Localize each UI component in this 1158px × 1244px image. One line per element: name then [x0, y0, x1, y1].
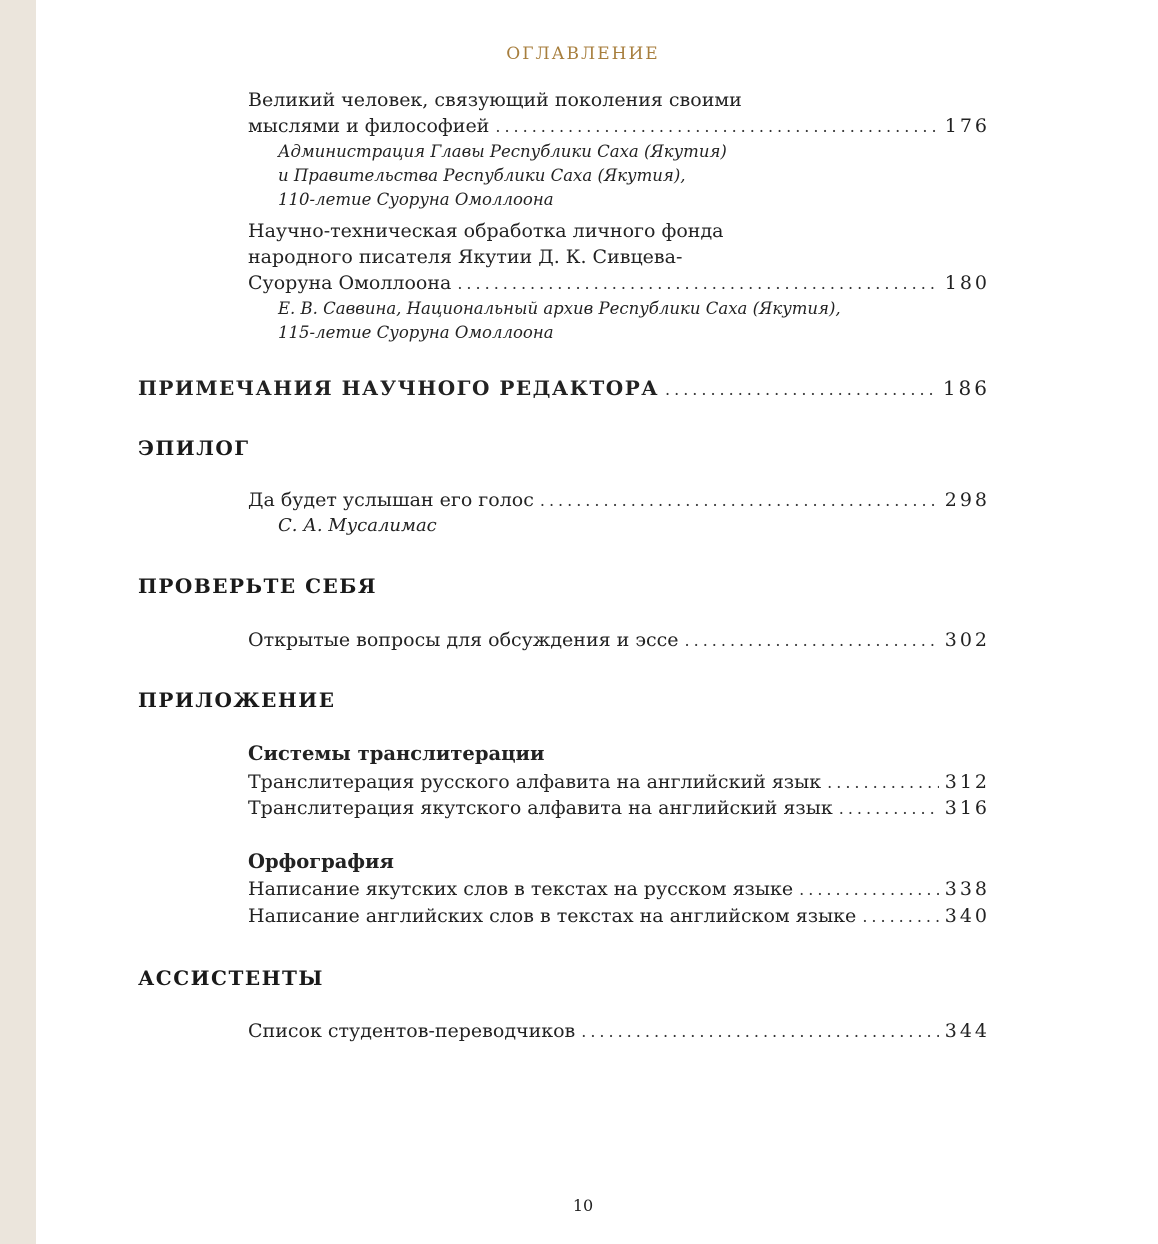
dot-leader — [839, 796, 939, 822]
page-number: 298 — [944, 489, 990, 511]
entry-title: Написание английских слов в текстах на английском языке — [248, 905, 857, 927]
page-number: 338 — [944, 878, 990, 900]
entry-author: 110-летие Суоруна Омоллоона — [278, 190, 554, 209]
entry-author: С. А. Мусалимас — [278, 515, 437, 536]
section-title: ПРОВЕРЬТЕ СЕБЯ — [138, 574, 378, 598]
page-number: 302 — [944, 629, 990, 651]
entry-author: Е. В. Саввина, Национальный архив Республики Саха (Якутия), — [278, 299, 841, 318]
entry-author: и Правительства Республики Саха (Якутия), — [278, 166, 686, 185]
entry-title: Да будет услышан его голос — [248, 489, 534, 511]
toc-entry[interactable] — [248, 1018, 990, 1045]
page-number: 180 — [944, 272, 990, 294]
section-title: ПРИЛОЖЕНИЕ — [138, 688, 336, 712]
dot-leader — [540, 488, 939, 514]
entry-title: Список студентов-переводчиков — [248, 1020, 576, 1042]
entry-title-line: Великий человек, связующий поколения своими — [248, 89, 742, 111]
entry-title-line: Научно-техническая обработка личного фонда — [248, 220, 724, 242]
page-number: 340 — [944, 905, 990, 927]
page-number: 186 — [942, 376, 990, 400]
dot-leader — [827, 770, 939, 796]
dot-leader — [862, 904, 938, 930]
toc-entry[interactable] — [248, 627, 990, 654]
toc-entry[interactable] — [248, 795, 990, 822]
toc-section-notes[interactable] — [138, 376, 990, 400]
page-gutter — [0, 0, 36, 1244]
page-number: 316 — [944, 797, 990, 819]
toc-entry[interactable] — [248, 87, 990, 212]
entry-title-line: Суоруна Омоллоона — [248, 272, 452, 294]
toc-entry[interactable] — [248, 903, 990, 930]
toc-entry[interactable] — [248, 769, 990, 796]
subsection-title: Орфография — [248, 850, 394, 873]
dot-leader — [495, 114, 938, 140]
entry-title-line: народного писателя Якутии Д. К. Сивцева- — [248, 246, 683, 268]
page-number: 176 — [944, 115, 990, 137]
entry-title: Транслитерация русского алфавита на английский язык — [248, 771, 822, 793]
page-folio: 10 — [572, 1196, 594, 1215]
toc-entry[interactable] — [248, 218, 990, 345]
entry-title-line: мыслями и философией — [248, 115, 490, 137]
page-number: 344 — [944, 1020, 990, 1042]
dot-leader — [685, 628, 939, 654]
dot-leader — [581, 1019, 938, 1045]
entry-title: Открытые вопросы для обсуждения и эссе — [248, 629, 679, 651]
dot-leader — [457, 271, 938, 297]
toc-entry[interactable] — [248, 487, 990, 538]
section-title: ПРИМЕЧАНИЯ НАУЧНОГО РЕДАКТОРА — [138, 376, 660, 400]
entry-author: 115-летие Суоруна Омоллоона — [278, 323, 554, 342]
dot-leader — [799, 877, 939, 903]
entry-author: Администрация Главы Республики Саха (Якутия) — [278, 142, 727, 161]
section-title: ЭПИЛОГ — [138, 436, 250, 460]
subsection-title: Системы транслитерации — [248, 742, 545, 765]
section-title: АССИСТЕНТЫ — [138, 966, 324, 990]
toc-entry[interactable] — [248, 876, 990, 903]
entry-title: Написание якутских слов в текстах на русском языке — [248, 878, 794, 900]
running-head: ОГЛАВЛЕНИЕ — [506, 44, 660, 64]
entry-title: Транслитерация якутского алфавита на английский язык — [248, 797, 833, 819]
page-number: 312 — [944, 771, 990, 793]
dot-leader — [665, 380, 937, 399]
